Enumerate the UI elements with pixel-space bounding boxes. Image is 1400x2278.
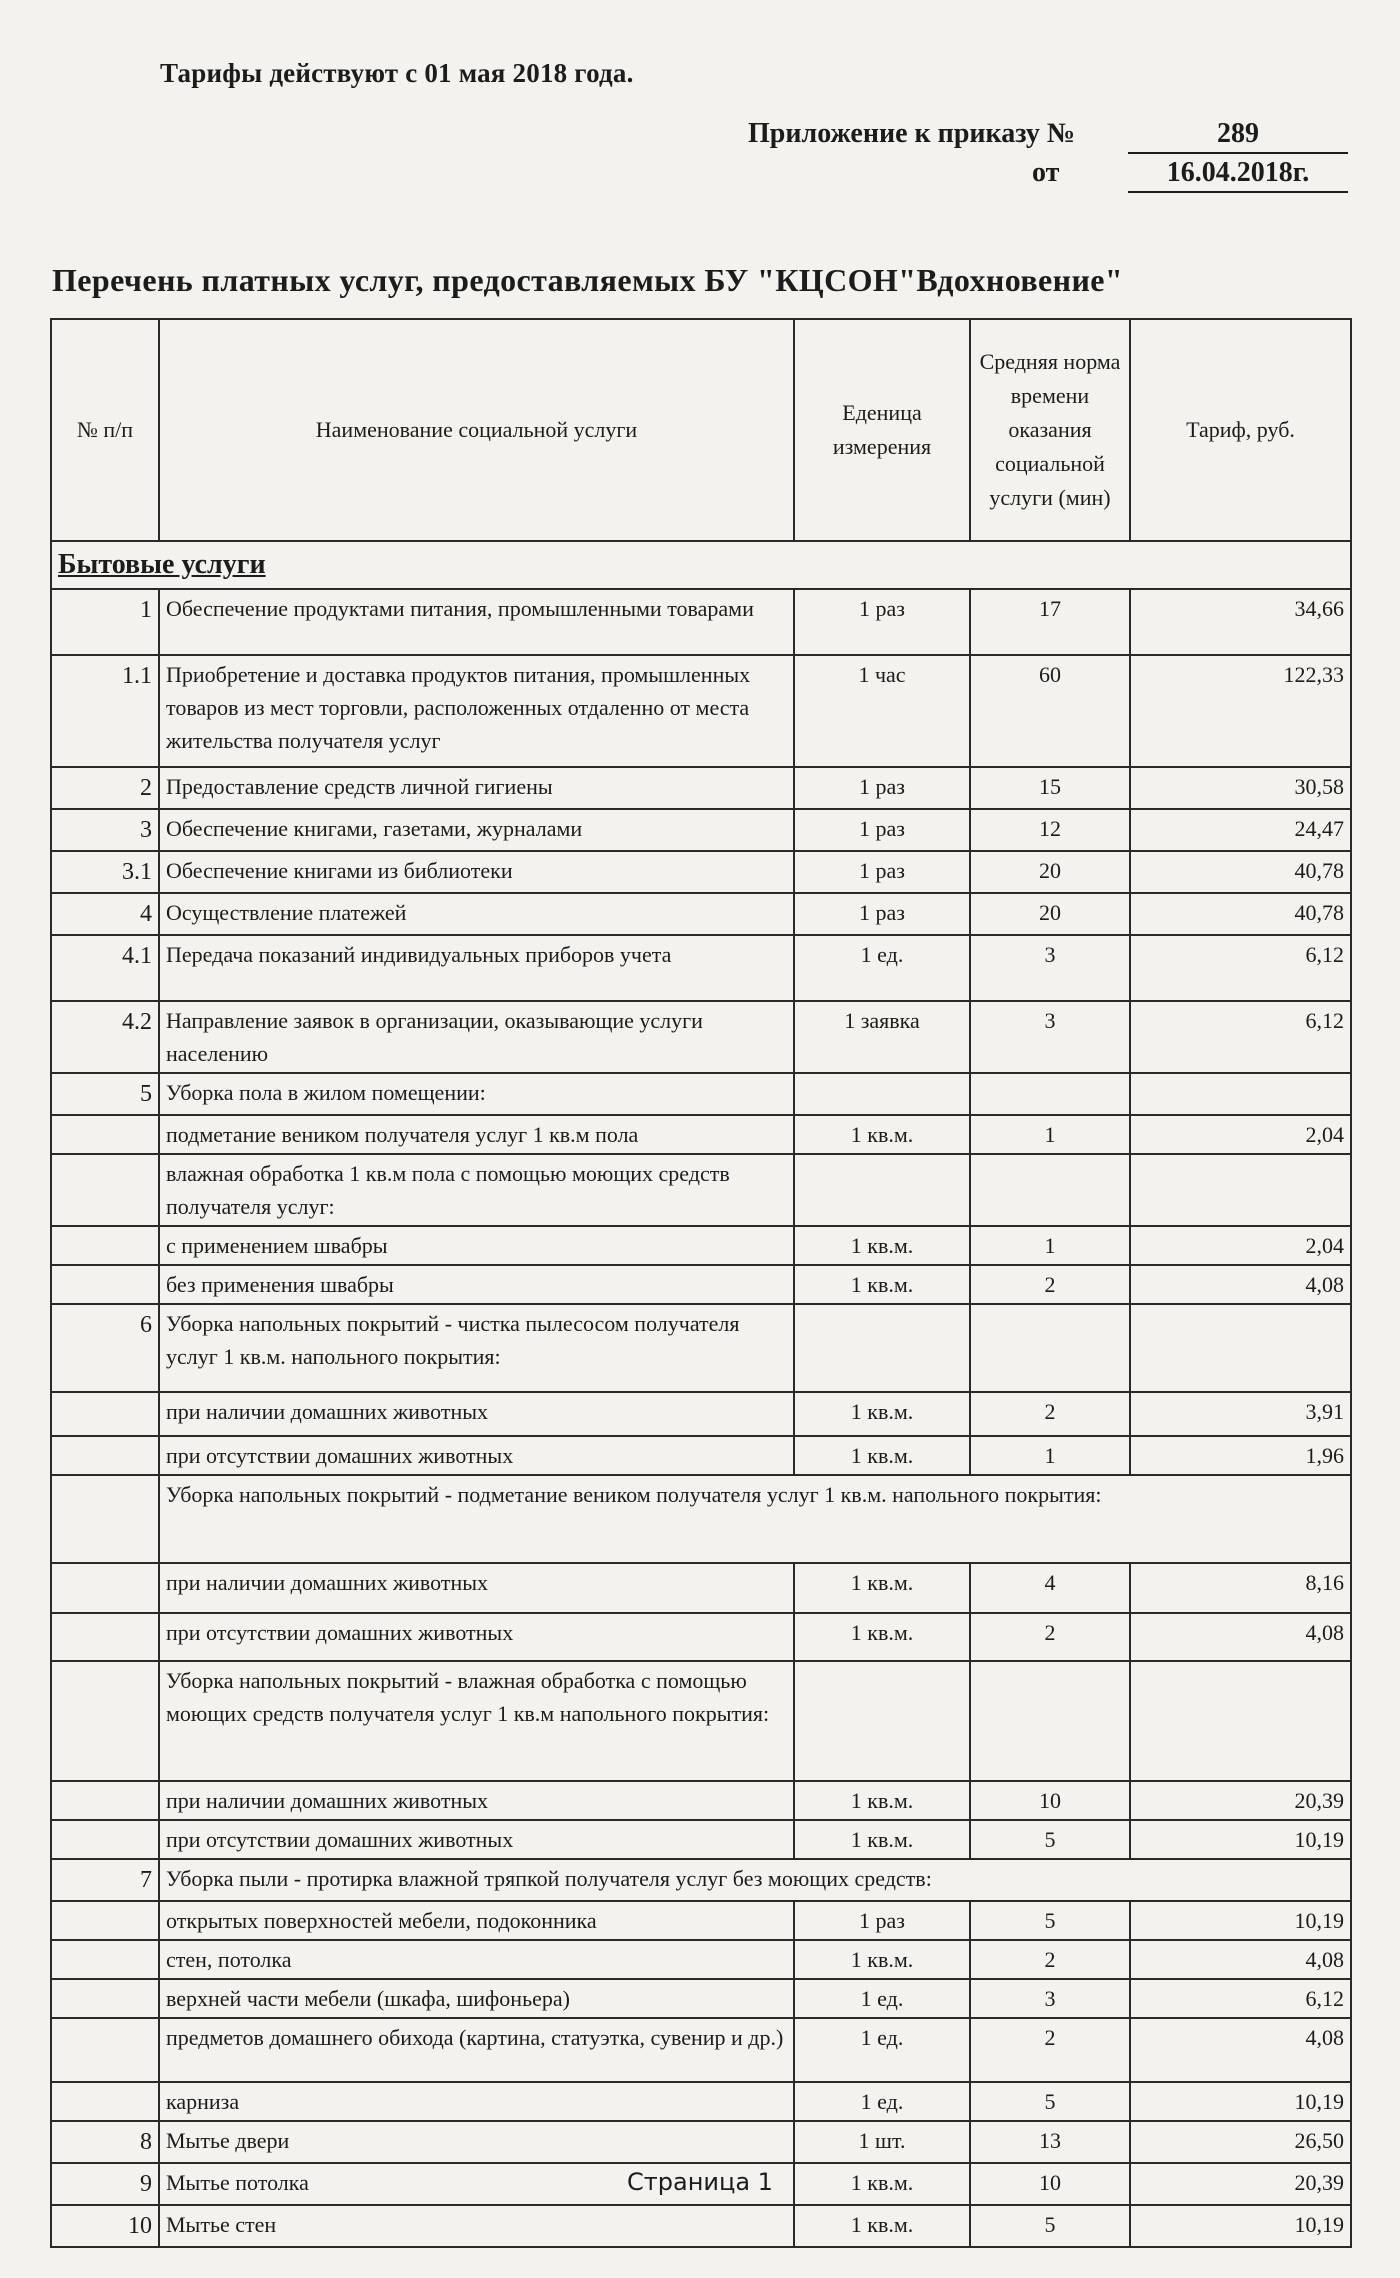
time-norm: 20 — [970, 851, 1130, 893]
row-number: 3 — [51, 809, 159, 851]
service-name: открытых поверхностей мебели, подоконника — [159, 1901, 794, 1940]
service-name: Уборка напольных покрытий - влажная обработка с помощью моющих средств получателя услуг 1 кв.м напольного покрытия: — [159, 1661, 794, 1781]
service-name: Обеспечение продуктами питания, промышленными товарами — [159, 589, 794, 655]
time-norm: 5 — [970, 1901, 1130, 1940]
page-title: Перечень платных услуг, предоставляемых БУ "КЦСОН"Вдохновение" — [52, 262, 1124, 298]
unit-of-measure: 1 заявка — [794, 1001, 970, 1073]
service-name: Обеспечение книгами, газетами, журналами — [159, 809, 794, 851]
service-name: при отсутствии домашних животных — [159, 1613, 794, 1661]
row-number — [51, 1661, 159, 1781]
service-name: Уборка пыли - протирка влажной тряпкой получателя услуг без моющих средств: — [159, 1859, 1351, 1901]
service-name: при отсутствии домашних животных — [159, 1820, 794, 1859]
time-norm: 2 — [970, 1265, 1130, 1304]
row-number: 5 — [51, 1073, 159, 1115]
table-row — [51, 1820, 1351, 1859]
table-row — [51, 2082, 1351, 2121]
tariff-value: 122,33 — [1130, 655, 1351, 767]
table-row — [51, 2205, 1351, 2247]
time-norm: 5 — [970, 2082, 1130, 2121]
tariff-value: 8,16 — [1130, 1563, 1351, 1613]
unit-of-measure: 1 кв.м. — [794, 2205, 970, 2247]
row-number — [51, 1820, 159, 1859]
table-row — [51, 1001, 1351, 1073]
table-row — [51, 1901, 1351, 1940]
tariff-value: 2,04 — [1130, 1226, 1351, 1265]
unit-of-measure — [794, 1304, 970, 1392]
time-norm: 2 — [970, 1613, 1130, 1661]
service-name: Приобретение и доставка продуктов питания, промышленных товаров из мест торговли, расположенных отдаленно от места жительства получателя услуг — [159, 655, 794, 767]
column-header-time-norm: Средняя норма времени оказания социальной услуги (мин) — [970, 319, 1130, 541]
service-name: Уборка напольных покрытий - подметание веником получателя услуг 1 кв.м. напольного покрытия: — [159, 1475, 1351, 1563]
time-norm: 1 — [970, 1115, 1130, 1154]
unit-of-measure — [794, 1154, 970, 1226]
table-row — [51, 1475, 1351, 1563]
service-name: карниза — [159, 2082, 794, 2121]
row-number: 1 — [51, 589, 159, 655]
tariff-value: 10,19 — [1130, 2205, 1351, 2247]
tariff-value — [1130, 1073, 1351, 1115]
tariff-value: 4,08 — [1130, 1940, 1351, 1979]
time-norm: 3 — [970, 1001, 1130, 1073]
tariff-value: 2,04 — [1130, 1115, 1351, 1154]
time-norm: 2 — [970, 1940, 1130, 1979]
unit-of-measure: 1 ед. — [794, 935, 970, 1001]
table-row — [51, 893, 1351, 935]
unit-of-measure: 1 час — [794, 655, 970, 767]
service-name: Направление заявок в организации, оказывающие услуги населению — [159, 1001, 794, 1073]
unit-of-measure — [794, 1661, 970, 1781]
service-name: Предоставление средств личной гигиены — [159, 767, 794, 809]
unit-of-measure: 1 раз — [794, 589, 970, 655]
unit-of-measure: 1 раз — [794, 893, 970, 935]
table-header-row — [51, 319, 1351, 541]
unit-of-measure: 1 раз — [794, 767, 970, 809]
table-row — [51, 851, 1351, 893]
time-norm: 2 — [970, 2018, 1130, 2082]
tariff-value: 30,58 — [1130, 767, 1351, 809]
time-norm: 12 — [970, 809, 1130, 851]
time-norm: 10 — [970, 1781, 1130, 1820]
service-name: Уборка пола в жилом помещении: — [159, 1073, 794, 1115]
tariff-value: 40,78 — [1130, 851, 1351, 893]
unit-of-measure: 1 раз — [794, 809, 970, 851]
unit-of-measure: 1 кв.м. — [794, 1613, 970, 1661]
column-header-service-name: Наименование социальной услуги — [159, 319, 794, 541]
unit-of-measure: 1 кв.м. — [794, 1781, 970, 1820]
unit-of-measure: 1 кв.м. — [794, 1820, 970, 1859]
tariff-value: 40,78 — [1130, 893, 1351, 935]
table-row — [51, 1613, 1351, 1661]
service-name: Мытье двери — [159, 2121, 794, 2163]
tariff-value: 6,12 — [1130, 1001, 1351, 1073]
table-row — [51, 1781, 1351, 1820]
service-name: при отсутствии домашних животных — [159, 1436, 794, 1475]
unit-of-measure: 1 кв.м. — [794, 1940, 970, 1979]
table-row — [51, 1661, 1351, 1781]
service-name: Мытье потолка — [159, 2163, 794, 2205]
service-name: подметание веником получателя услуг 1 кв.м пола — [159, 1115, 794, 1154]
row-number: 8 — [51, 2121, 159, 2163]
row-number: 10 — [51, 2205, 159, 2247]
unit-of-measure: 1 шт. — [794, 2121, 970, 2163]
row-number: 1.1 — [51, 655, 159, 767]
table-row — [51, 1226, 1351, 1265]
tariff-value: 3,91 — [1130, 1392, 1351, 1436]
table-row — [51, 809, 1351, 851]
tariff-value — [1130, 1661, 1351, 1781]
time-norm: 5 — [970, 2205, 1130, 2247]
tariff-value — [1130, 1154, 1351, 1226]
service-name: предметов домашнего обихода (картина, статуэтка, сувенир и др.) — [159, 2018, 794, 2082]
table-row — [51, 2121, 1351, 2163]
row-number — [51, 2018, 159, 2082]
row-number — [51, 1475, 159, 1563]
service-name: Уборка напольных покрытий - чистка пылесосом получателя услуг 1 кв.м. напольного покрытия: — [159, 1304, 794, 1392]
effective-date-note: Тарифы действуют с 01 мая 2018 года. — [160, 58, 634, 88]
unit-of-measure: 1 кв.м. — [794, 1436, 970, 1475]
service-name: Мытье стен — [159, 2205, 794, 2247]
time-norm: 3 — [970, 1979, 1130, 2018]
time-norm — [970, 1661, 1130, 1781]
service-name: при наличии домашних животных — [159, 1392, 794, 1436]
unit-of-measure: 1 раз — [794, 851, 970, 893]
unit-of-measure — [794, 1073, 970, 1115]
time-norm: 13 — [970, 2121, 1130, 2163]
tariff-value: 10,19 — [1130, 2082, 1351, 2121]
annex-number: 289 — [1128, 118, 1348, 154]
time-norm: 20 — [970, 893, 1130, 935]
service-name: без применения швабры — [159, 1265, 794, 1304]
annex-from-label: от — [1032, 157, 1060, 188]
tariff-value: 4,08 — [1130, 1265, 1351, 1304]
time-norm — [970, 1154, 1130, 1226]
service-name: при наличии домашних животных — [159, 1781, 794, 1820]
row-number: 2 — [51, 767, 159, 809]
annex-label: Приложение к приказу № — [748, 118, 1076, 149]
time-norm: 2 — [970, 1392, 1130, 1436]
row-number — [51, 1226, 159, 1265]
table-row — [51, 935, 1351, 1001]
row-number: 4.2 — [51, 1001, 159, 1073]
table-row — [51, 1979, 1351, 2018]
service-name: Передача показаний индивидуальных приборов учета — [159, 935, 794, 1001]
table-row — [51, 1859, 1351, 1901]
service-name: Осуществление платежей — [159, 893, 794, 935]
unit-of-measure: 1 ед. — [794, 2018, 970, 2082]
tariff-value: 6,12 — [1130, 935, 1351, 1001]
time-norm: 3 — [970, 935, 1130, 1001]
row-number — [51, 1613, 159, 1661]
tariff-value: 26,50 — [1130, 2121, 1351, 2163]
tariff-value: 20,39 — [1130, 2163, 1351, 2205]
table-row — [51, 2018, 1351, 2082]
table-row — [51, 1115, 1351, 1154]
time-norm: 4 — [970, 1563, 1130, 1613]
time-norm: 10 — [970, 2163, 1130, 2205]
service-name: с применением швабры — [159, 1226, 794, 1265]
table-row — [51, 1265, 1351, 1304]
table-row — [51, 1436, 1351, 1475]
column-header-number: № п/п — [51, 319, 159, 541]
table-row — [51, 1304, 1351, 1392]
table-row — [51, 767, 1351, 809]
tariff-value: 24,47 — [1130, 809, 1351, 851]
section-heading: Бытовые услуги — [51, 541, 1351, 589]
unit-of-measure: 1 ед. — [794, 2082, 970, 2121]
table-row — [51, 1392, 1351, 1436]
row-number — [51, 2082, 159, 2121]
table-row — [51, 1563, 1351, 1613]
tariff-value: 4,08 — [1130, 1613, 1351, 1661]
row-number — [51, 1563, 159, 1613]
tariff-value: 4,08 — [1130, 2018, 1351, 2082]
time-norm: 15 — [970, 767, 1130, 809]
unit-of-measure: 1 ед. — [794, 1979, 970, 2018]
tariff-value: 20,39 — [1130, 1781, 1351, 1820]
row-number — [51, 1979, 159, 2018]
table-row — [51, 589, 1351, 655]
unit-of-measure: 1 кв.м. — [794, 1115, 970, 1154]
unit-of-measure: 1 кв.м. — [794, 1392, 970, 1436]
table-row — [51, 655, 1351, 767]
service-name: при наличии домашних животных — [159, 1563, 794, 1613]
row-number: 6 — [51, 1304, 159, 1392]
table-row — [51, 1940, 1351, 1979]
row-number: 7 — [51, 1859, 159, 1901]
service-name: Обеспечение книгами из библиотеки — [159, 851, 794, 893]
unit-of-measure: 1 раз — [794, 1901, 970, 1940]
table-row — [51, 1073, 1351, 1115]
column-header-tariff: Тариф, руб. — [1130, 319, 1351, 541]
tariff-value: 10,19 — [1130, 1820, 1351, 1859]
row-number — [51, 1154, 159, 1226]
unit-of-measure: 1 кв.м. — [794, 1563, 970, 1613]
section-row — [51, 541, 1351, 589]
row-number — [51, 1115, 159, 1154]
column-header-unit: Еденица измерения — [794, 319, 970, 541]
tariff-table — [50, 318, 1352, 2248]
row-number: 9 — [51, 2163, 159, 2205]
tariff-value — [1130, 1304, 1351, 1392]
row-number: 4.1 — [51, 935, 159, 1001]
row-number — [51, 1940, 159, 1979]
service-name: влажная обработка 1 кв.м пола с помощью моющих средств получателя услуг: — [159, 1154, 794, 1226]
tariff-value: 1,96 — [1130, 1436, 1351, 1475]
tariff-value: 10,19 — [1130, 1901, 1351, 1940]
time-norm: 5 — [970, 1820, 1130, 1859]
page-number: Страница 1 — [627, 2168, 773, 2196]
unit-of-measure: 1 кв.м. — [794, 1226, 970, 1265]
row-number — [51, 1781, 159, 1820]
row-number: 3.1 — [51, 851, 159, 893]
time-norm — [970, 1073, 1130, 1115]
service-name: стен, потолка — [159, 1940, 794, 1979]
annex-date: 16.04.2018г. — [1128, 157, 1348, 193]
time-norm: 1 — [970, 1226, 1130, 1265]
time-norm — [970, 1304, 1130, 1392]
unit-of-measure: 1 кв.м. — [794, 2163, 970, 2205]
table-row — [51, 1154, 1351, 1226]
time-norm: 17 — [970, 589, 1130, 655]
row-number — [51, 1265, 159, 1304]
row-number — [51, 1901, 159, 1940]
time-norm: 60 — [970, 655, 1130, 767]
row-number — [51, 1392, 159, 1436]
row-number: 4 — [51, 893, 159, 935]
row-number — [51, 1436, 159, 1475]
unit-of-measure: 1 кв.м. — [794, 1265, 970, 1304]
service-name: верхней части мебели (шкафа, шифоньера) — [159, 1979, 794, 2018]
tariff-value: 6,12 — [1130, 1979, 1351, 2018]
tariff-value: 34,66 — [1130, 589, 1351, 655]
time-norm: 1 — [970, 1436, 1130, 1475]
